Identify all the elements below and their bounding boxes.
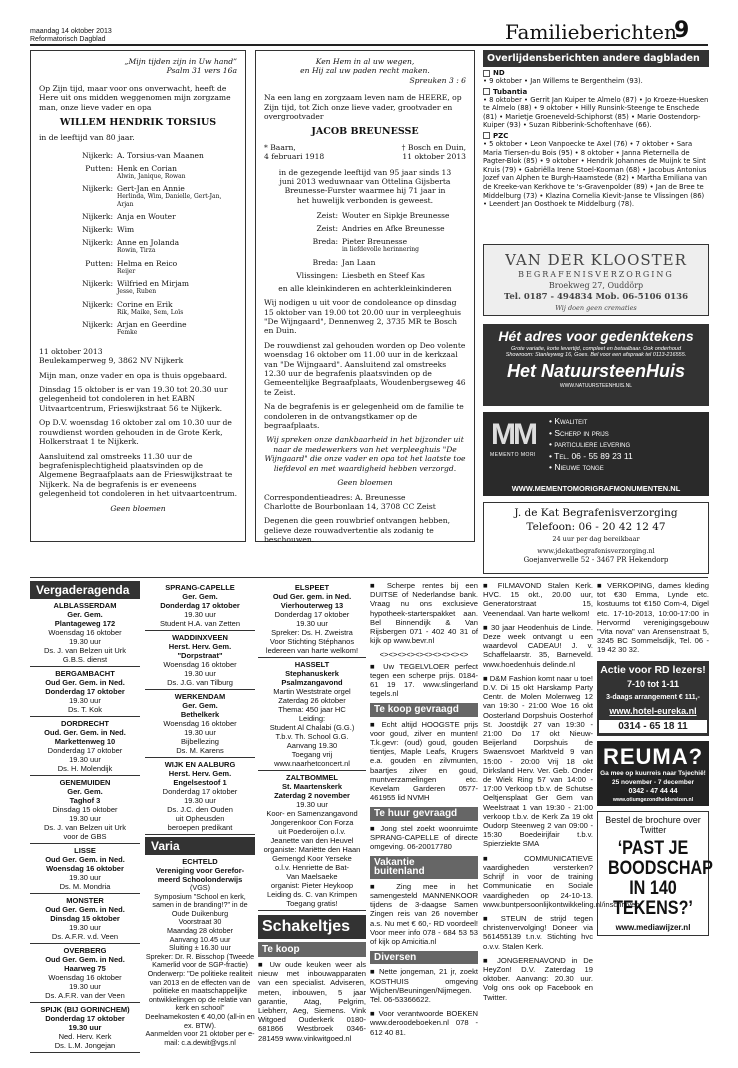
feature: • Nieuwe tonge: [549, 462, 604, 472]
headline: Hét adres voor gedenktekens: [498, 328, 694, 344]
classified: ■ D&M Fashion komt naar u toe! D.V. Di 15 okt Harskamp Party Centr. de Molen Molenweg 12 van 19:30 - 21:00 Woe 16 okt Oosterland Dorpshuis Oosterhof St. Joostdijk 27 van 19:30 - 21:00 Do 17 okt Nieuw- Beijerland Dorpshuis de Swaensvoet Marktveld 9 van 15:00 - 20:00 Vrij 18 okt Dirksland Herv. Ver. Geb. Onder de Wiek Ring 57 van 14:00 - 17:00 Verkoop t.b.v. de Schutse Oeltjensplaat Ger Gem van Weelstraat 1 van 19:30 - 21:00 verkoop t.b.v. de Kerk Za 19 okt Oudorp Steenweg 2 van 09:00 - 15:30 Boedeirijfair t.b.v. Spierziekte SMA: [483, 673, 593, 849]
agenda-list: [258, 581, 366, 911]
agenda-item: WERKENDAM Ger. Gem. Bethelkerk Woensdag 16 oktober 19.30 uur Bijbellezing Ds. M. Karens: [145, 690, 255, 758]
feature: • Kwaliteit: [549, 416, 588, 426]
quote: „Mijn tijden zijn in Uw hand”: [124, 57, 237, 66]
born: * Baarn, 4 februari 1918: [264, 142, 325, 162]
agenda-item: ELSPEET Oud Ger. gem. in Ned. Vierhouterweg 13 Donderdag 17 oktober 19.30 uur Spreker: Ds. H. Zweistra Voor Stichting Stéphanos ledereen van harte welkom!: [258, 581, 366, 658]
classified: ■ Echt altijd HOOGSTE prijs voor goud, zilver en munten! T.k.gevr: (oud) goud, gouden tientjes, Maple Leafs, Krugers e.a. gouden en zilvmunten, baartjes zilver en goud, muntverzamelingen etc. Kevelam Garderen 0577-461955 lid NVMH: [370, 719, 478, 803]
agenda-item: ZALTBOMMEL St. Maartenskerk Zaterdag 2 november 19.30 uur Koor- en Samenzangavond Jongerenkoor Con Forza uit Poederoijen o.l.v. Jeanette van den Heuvel organiste: Mariëtte den Haan Gemengd Koor Yerseke o.l.v. Henriette de Bat- Van Maelsaeke organist: Pieter Heykoop Leiding ds. C. van Krimpen Toegang gratis!: [258, 771, 366, 911]
address: Goejanverwelle 52 - 3467 PR Hekendorp: [523, 556, 669, 564]
family-member: [264, 258, 466, 267]
classified: ■ Zing mee in het samengesteld MANNENKOOR tijdens de 3-daagse Samen Zingen reis van 26 november a.s. Nu met € 60,- RD voordeel! Voor meer info 078 - 684 53 53 of kijk op Amicitia.nl: [370, 881, 478, 946]
note: 24 uur per dag bereikbaar: [552, 535, 640, 543]
line: Showroom: Stanleyweg 16, Goes. Bel voor een afspraak tel 0113-216555.: [505, 352, 687, 358]
paragraph: De rouwdienst zal gehouden worden op Deo volente woensdag 16 oktober om 11.00 uur in de kerkzaal van "De Wijngaard". Aansluitend zal omstreeks 12.30 uur de begrafenis plaatsvinden op de Gemeentelijke Begraafplaats, Woudenbergseweg 46 te Zeist.: [264, 340, 466, 397]
place: Putten:: [85, 258, 113, 268]
paragraph: Op D.V. woensdag 16 oktober zal om 10.30 uur de rouwdienst worden gehouden in de Grote Kerk, Holkerstraat 1 te Nijkerk.: [39, 418, 232, 447]
names: Wilfried en Mirjam Jesse, Ruben: [117, 279, 189, 296]
place: Nijkerk:: [82, 299, 113, 309]
schakeltjes-header: Schakeltjes: [258, 915, 366, 939]
deceased-name: WILLEM HENDRIK TORSIUS: [59, 117, 217, 129]
divider: [30, 577, 708, 578]
line: Grote variatie, korte levertijd, compleet en betaalbaar. Ook onderhoud: [510, 346, 682, 352]
closing: Geen bloemen: [110, 503, 166, 513]
phone: Telefoon: 06 - 20 42 12 47: [526, 521, 666, 533]
family-member: [264, 271, 466, 280]
category: Te koop gevraagd: [370, 703, 478, 716]
feature: • Tel. 06 - 55 89 23 11: [549, 450, 633, 461]
paper-label-nd: ND: [483, 69, 709, 77]
meeting-agenda-3: [258, 581, 366, 1043]
names: Andries en Afke Breunesse: [342, 224, 445, 234]
family-member: [39, 279, 237, 296]
agenda-item: ALBLASSERDAM Ger. Gem. Plantageweg 172 Woensdag 16 oktober 19.30 uur Ds. J. van Belzen uit Urk G.B.S. dienst: [30, 599, 140, 667]
paragraph: Aansluitend zal omstreeks 11.30 uur de begrafenisplechtigheid plaatsvinden op de Algemene Begraafplaats aan de Frieswijkstraat te Nijkerk. Na de begrafenis is er eveneens gelegenheid tot condoleren in het uitvaartcentrum.: [39, 451, 238, 499]
correspondence: Correspondentieadres: A. Breunesse Charlotte de Bourbonlaan 14, 3708 CC Zeist: [264, 492, 436, 511]
names: Henk en Corian Alwin, Janique, Rowan: [117, 163, 186, 180]
paragraph: Dinsdag 15 oktober is er van 19.30 tot 20.30 uur gelegenheid tot condoleren in het EABN Uitvaartcentrum, Frieswijkstraat 56 te Nijkerk.: [39, 385, 228, 413]
feature: • Scherp in prijs: [549, 427, 609, 438]
other-papers-obituaries: [483, 50, 709, 236]
place: Zeist:: [316, 224, 338, 234]
names: Anja en Wouter: [117, 212, 176, 222]
family-member: [264, 211, 466, 220]
names: Anne en Jolanda Rowin, Tirza: [117, 238, 180, 255]
ad-natuursteenhuis: [483, 324, 709, 406]
family-member: [39, 320, 237, 337]
classified: ■ FILMAVOND Stalen Kerk. HVC. 15 okt., 20.00 uur, Generatorstraat 15, Veenendaal. Van harte welkom!: [483, 581, 593, 618]
paragraph: Degenen die geen rouwbrief ontvangen hebben, gelieve deze rouwadvertentie als zodanig te beschouwen.: [264, 516, 450, 545]
brand: Het NatuursteenHuis: [506, 361, 686, 381]
family-member: [264, 224, 466, 233]
family-member: [39, 212, 237, 221]
paragraph: Mijn man, onze vader en opa is thuis opgebaard.: [39, 370, 227, 380]
place: Nijkerk:: [82, 184, 113, 194]
agenda-item: DORDRECHT Oud. Ger. Gem. in Ned. Markettenweg 10 Donderdag 17 oktober 19.30 uur Ds. H. Molendijk: [30, 717, 140, 776]
classified: ■ Uw oude keuken weer als nieuw met inbouwapparaten van een specialist. Adviseren, meten, inbouwen, 5 jaar garantie, Atag, Pelgrim, Liebherr, Aeg, Siemens. Vink Witgoed Ouderkerk 0180-681866 Westbroek 0346-281459 www.vinkwitgoed.nl: [258, 960, 366, 1043]
note: Wij doen geen crematies: [555, 304, 637, 312]
classified: ■ COMMUNICATIEVE vaardigheden versterken? Schrijf in voor de training Communicatie en Sociale vaardigheden op 24-10-13. www.buntpersoonlijkontwikkeling.nl/inschrijven/: [483, 853, 642, 909]
page-number: 9: [674, 18, 690, 43]
url: WWW.NATUURSTEENHUIS.NL: [559, 383, 633, 389]
names: Pieter Breunesse in liefdevolle herinnering: [342, 237, 419, 254]
paragraph: Wij nodigen u uit voor de condoleance op dinsdag 15 oktober van 19.00 tot 20.00 uur in verpleeghuis "De Wijngaard", Dennenweg 2, 3735 MR te Bosch en Duin.: [264, 298, 462, 336]
family-member: [39, 300, 237, 317]
agenda-item: BERGAMBACHT Oud Ger. Gem. in Ned. Donderdag 17 oktober 19.30 uur Ds. T. Kok: [30, 667, 140, 717]
agenda-item: LISSE Oud Ger. Gem. in Ned. Woensdag 16 oktober 19.30 uur Ds. M. Mondria: [30, 844, 140, 894]
names: Arjan en Geerdine Femke: [117, 320, 187, 337]
obituary-torsius: [30, 50, 246, 542]
place: Breda:: [312, 237, 338, 247]
family-member: [39, 184, 237, 208]
classified: ■ Scherpe rentes bij een DUITSE of Nederlandse bank. Vraag nu ons exclusieve hypotheek-starterspakket aan. Bel Binnendijk & Van Rijsbergen 071 - 402 40 31 of kijk op www.bevr.nl: [370, 581, 478, 646]
classified: ■ JONGERENAVOND in De HeyZon! D.V. Zaterdag 19 oktober. Aanvang: 20.30 uur. Volg ons ook op Facebook en Twitter.: [483, 955, 593, 1002]
classifieds-col-2: [483, 581, 642, 1035]
birth-death: [264, 143, 466, 162]
category: Diversen: [370, 951, 478, 964]
family-member: [39, 225, 237, 234]
category: Vakantie buitenland: [370, 856, 478, 878]
names: Helma en Reico Reijer: [117, 258, 178, 275]
varia-header: Varia: [145, 837, 255, 855]
place: Zeist:: [316, 211, 338, 221]
names: A. Torsius-van Maanen: [117, 150, 204, 160]
paragraph: Na de begrafenis is er gelegenheid om de familie te condoleren in de ontvangstkamer op de begraafplaats.: [264, 402, 464, 431]
quote-ref: Spreuken 3 : 6: [409, 75, 466, 85]
paper-text: • 8 oktober • Gerrit Jan Kuiper te Almelo (87) • Jo Kroeze-Huesken te Almelo (88) • 9 oktober • Hilly Runsink-Steenge te Enschede (81) • Marietje Groeneveld-Schiphorst (85) • Marie Oostendorp-Kuiper (93) • Suzan Ribberink-Schoftenhave (66).: [483, 95, 709, 130]
family-list: [39, 151, 237, 337]
family-member: [39, 151, 237, 160]
brand: VAN DER KLOOSTER: [505, 251, 687, 269]
agenda-item: WADDINXVEEN Herst. Herv. Gem. "Dorpstraat" Woensdag 16 oktober 19.30 uur Ds. J.G. van Tilburg: [145, 631, 255, 690]
classified: ■ STEUN de strijd tegen christenvervolging! Doneer via 561455139 t.n.v. Stichting hvc o.v.v. Stalen Kerk.: [483, 913, 593, 951]
names: Gert-Jan en Annie Herlinda, Wim, Danielle, Gert-Jan, Arjan: [117, 184, 222, 208]
paper-label-tubantia: Tubantia: [483, 88, 709, 96]
separator: <><><><><><><><><><>: [379, 650, 469, 660]
names: Jan Laan: [342, 257, 376, 267]
section-title: Familieberichten: [505, 20, 677, 44]
intro: Na een lang en zorgzaam leven nam de HEERE, op Zijn tijd, tot Zich onze lieve vader, grootvader en overgrootvader: [264, 93, 462, 122]
family-member: [39, 164, 237, 181]
subtitle: BEGRAFENISVERZORGING: [518, 270, 674, 279]
age: in de leeftijd van 80 jaar.: [39, 133, 135, 143]
classifieds-col-1: [370, 581, 478, 1035]
family-member: [264, 237, 466, 254]
place: Putten:: [85, 163, 113, 173]
family-list: [264, 211, 466, 280]
classifieds-col-3: [597, 581, 713, 1035]
agenda-item: GENEMUIDEN Ger. Gem. Taghof 3 Dinsdag 15 oktober 19.30 uur Ds. J. van Belzen uit Urk voor de GBS: [30, 776, 140, 844]
agenda-item: SPIJK (BIJ GORINCHEM) Donderdag 17 oktober 19.30 uur Ned. Herv. Kerk Ds. L.M. Jongejan: [30, 1003, 140, 1053]
agenda-item: WIJK EN AALBURG Herst. Herv. Gem. Engelsestoof 1 Donderdag 17 oktober 19.30 uur Ds. J.C. den Ouden uit Opheusden beroepen predikant: [145, 758, 255, 835]
quote-ref: Psalm 31 vers 16a: [166, 66, 237, 76]
agenda-item: MONSTER Oud Ger. Gem. in Ned. Dinsdag 15 oktober 19.30 uur Ds. A.F.R. v.d. Veen: [30, 894, 140, 944]
header-rule: [30, 44, 708, 46]
agenda-item: OVERBERG Oud Ger. Gem. in Ned. Haarweg 75 Woensdag 16 oktober 19.30 uur Ds. A.F.R. van der Veen: [30, 944, 140, 1003]
place: Nijkerk:: [82, 225, 113, 235]
agenda-item: SPRANG-CAPELLE Ger. Gem. Donderdag 17 oktober 19.30 uur Student H.A. van Zetten: [145, 581, 255, 631]
names: Wim: [117, 225, 135, 235]
meeting-agenda: [30, 581, 140, 1050]
feature-list: [549, 416, 633, 474]
grandchildren: en alle kleinkinderen en achterkleinkinderen: [278, 283, 452, 293]
place: Nijkerk:: [82, 212, 113, 222]
ad-jdekat: [483, 502, 709, 574]
section-header: Overlijdensberichten andere dagbladen: [483, 50, 709, 67]
brand: J. de Kat Begrafenisverzorging: [514, 507, 678, 519]
varia-item: ECHTELD Vereniging voor Gerefor- meerd Schoolonderwijs (VGS) Symposium "School en kerk, samen in de branding!?" in de Oude Duikenburg Voorstraat 30 Maandag 28 oktober Aanvang 10.45 uur Sluiting ± 16.30 uur Spreker: Dr. R. Bisschop (Tweede Kamerlid voor de SGP-fractie) Onderwerp: "De politieke realiteit van 2013 en de effecten van de politieke en maatschappelijke ontwikkelingen op de relatie van kerk en school" Deelnamekosten € 40,00 (all-in en ex. BTW). Aanmelden voor 21 oktober per e-mail: c.a.dewit@vgs.nl: [145, 857, 255, 1047]
category: Te huur gevraagd: [370, 807, 478, 820]
phone: Tel. 0187 - 494834 Mob. 06-5106 0136: [503, 292, 689, 302]
logo: MM MEMENTO MORI: [490, 418, 536, 458]
classified: ■ Voor verantwoorde BOEKEN www.deroodeboeken.nl 078 - 612 40 81.: [370, 1009, 478, 1037]
paper-label-pzc: PZC: [483, 132, 709, 140]
ad-van-der-klooster: [483, 244, 709, 316]
header-date: maandag 14 oktober 2013 Reformatorisch Dagblad: [30, 28, 112, 43]
classified: ■ Nette jongeman, 21 jr, zoekt KOSTHUIS omgeving Wijchen/Beuningen/Nijmegen. Tel. 06-53366622.: [370, 967, 478, 1004]
place: Nijkerk:: [82, 279, 113, 289]
classified: ■ VERKOPING, dames kleding tot €30 Emma, Lynde etc. kostuums tot €150 Com-4, Digel etc. 17-10-2013, 10:00-17:00 in Hervormd verenigingsgebouw "Vita nova" van Arensenstraat 5, 3245 BC Sommelsdijk, Tel. 06 - 19 42 30 32.: [597, 581, 709, 655]
date-address: 11 oktober 2013 Beulekamperweg 9, 3862 NV Nijkerk: [39, 346, 184, 366]
agenda-list: [30, 599, 140, 1053]
url: www.jdekatbegrafenisverzorging.nl: [537, 547, 655, 555]
classified: ■ Uw TEGELVLOER perfect tegen een scherpe prijs. 0184-61 19 17. www.slingerland tegels.nl: [370, 661, 478, 699]
names: Wouter en Sipkje Breunesse: [342, 211, 450, 221]
intro: Op Zijn tijd, maar voor ons onverwacht, heeft de Here uit ons midden weggenomen mijn zorgzame man, onze lieve vader en opa: [39, 83, 231, 112]
paragraph: Wij spreken onze dankbaarheid in het bijzonder uit naar de medewerkers van het verpleeghuis "De Wijngaard" die onze vader en opa tot het laatste toe liefdevol en met waardigheid hebben verzorgd.: [264, 435, 466, 473]
names: Corine en Erik Rik, Maike, Sem, Loïs: [117, 299, 184, 316]
ad-hotel-eureka: Actie voor RD lezers! 7-10 tot 1-11 3-daags arrangement € 111,- www.hotel-eureka.nl 0314 - 65 18 11: [597, 661, 709, 736]
address: Broekweg 27, Ouddörp: [548, 281, 644, 290]
place: Breda:: [312, 257, 338, 267]
ad-reuma: REUMA? Ga mee op kuurreis naar Tsjechië! 25 november - 7 december 0342 - 47 44 44 www.otiumgezondheidsreizen.nl: [597, 741, 709, 806]
died: † Bosch en Duin, 11 oktober 2013: [401, 142, 466, 162]
agenda-list: [145, 581, 255, 835]
place: Nijkerk:: [82, 238, 113, 248]
ad-memento-mori: [483, 412, 709, 496]
quote: Ken Hem in al uw wegen, en Hij zal uw paden recht maken.: [300, 57, 430, 76]
classified: ■ Jong stel zoekt woonruimte SPRANG-CAPELLE of directe omgeving. 06-20017780: [370, 823, 478, 852]
feature: • particuliere levering: [549, 439, 631, 449]
closing: Geen bloemen: [337, 478, 393, 488]
family-member: [39, 259, 237, 276]
classified: ■ 30 jaar Heodenhuis de Linde. Deze week ontvangt u een waardevol CADEAU! J. v. Schaffelaarstr. 35, Barneveld. www.hoedenhuis delinde.nl: [483, 622, 593, 669]
deceased-name: JACOB BREUNESSE: [311, 126, 419, 138]
place: Vlissingen:: [296, 270, 338, 280]
family-member: [39, 238, 237, 255]
names: Liesbeth en Steef Kas: [342, 270, 425, 280]
url: WWW.MEMENTOMORIGRAFMONUMENTEN.NL: [511, 484, 681, 493]
obituary-breunesse: [255, 50, 475, 545]
place: Nijkerk:: [82, 150, 113, 160]
category-te-koop: Te koop: [258, 942, 366, 957]
agenda-item: HASSELT Stephanuskerk Psalmzangavond Martin Weststrate orgel Zaterdag 26 oktober Thema: 450 jaar HC Leiding: Student Al Chalabi (G.G.) T.b.v. Th. School G.G. Aanvang 19.30 Toegang vrij www.naarhetconcert.nl: [258, 658, 366, 771]
paper-text: • 5 oktober • Leon Vanpoecke te Axel (76) • 7 oktober • Sara Maria Tiersen-du Bois (95) • 8 oktober • Janna Pieternella de Pagter-Blok (85) • 9 oktober • Hendrik Johannes de Muijnk te Sint Kruis (79) • Gabriëlla Irene Stoel-Kooman (68) • Jacobus Antonius Jozef van Alphen te Burgh-Haamstede (82) • Martha Emiliana van de Kreeke-van Kerkhove te 's-Gravenpolder (89) • Jan de Bree te Middelburg (73) • Klazina Cornelia Kievit-Janse te Vlissingen (86) • Leendert Jan Oosthoek te Middelburg (78).: [483, 139, 708, 209]
text: in de gezegende leeftijd van 95 jaar sinds 13 juni 2013 weduwnaar van Ottelina Gijsberta Breunesse-Furster waarmee hij 71 jaar in het huwelijk verbonden is geweest.: [278, 167, 452, 205]
place: Nijkerk:: [82, 320, 113, 330]
meeting-agenda-2: [145, 581, 255, 1047]
paper-text: • 9 oktober • Jan Willems te Bergentheim (93).: [483, 77, 643, 85]
ad-twitter: Bestel de brochure over Twitter ‘PAST JE BOODSCHAP IN 140 TEKENS?’ www.mediawijzer.nl: [597, 811, 709, 936]
agenda-header: Vergaderagenda: [30, 581, 140, 599]
